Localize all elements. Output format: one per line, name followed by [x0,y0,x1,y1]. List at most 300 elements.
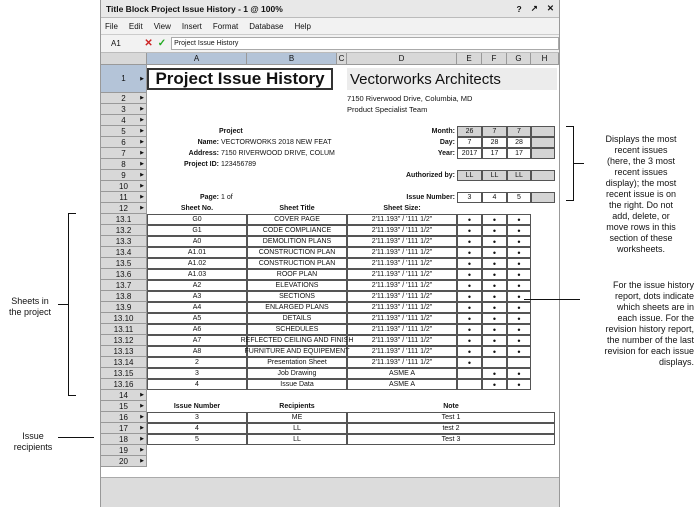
issue-dot: • [457,291,482,302]
issue-dot: • [457,302,482,313]
project-address-label: Address: [188,150,219,157]
note-header: Note [443,403,459,410]
bracket-sheets-tick [58,304,68,305]
annotation-line: report, dots indicate [614,291,694,301]
sheet-number: 2 [147,357,247,368]
annotation-line: move rows in this [606,222,676,232]
row-label: 13.6 [115,269,132,279]
row-expand-icon[interactable]: ▶ [140,392,144,398]
help-icon[interactable]: ? [516,3,522,14]
pin-icon[interactable]: ↗ [530,3,538,13]
issue-dot: • [507,346,531,357]
issue-year-value: 2017 [457,148,482,159]
row-label: 1 [121,74,126,83]
issue-dot: • [457,335,482,346]
row-expand-icon[interactable]: ▶ [140,106,144,112]
row-header[interactable] [101,456,147,467]
issue-dot: • [507,335,531,346]
row-label: 13.10 [113,313,134,323]
sheet-number: A4 [147,302,247,313]
row-header[interactable] [101,280,147,291]
row-expand-icon[interactable]: ▶ [140,183,144,189]
row-header[interactable] [101,65,147,93]
issue-dot: • [507,324,531,335]
row-label: 13.7 [115,280,132,290]
row-header[interactable] [101,368,147,379]
sheet-size: 2'11.193" / '111 1/2" [347,280,457,291]
issue-day-value: 28 [482,137,507,148]
issue-dot: • [457,247,482,258]
sheet-number: 3 [147,368,247,379]
row-label: 13.2 [115,225,132,235]
annotation-line: For the issue history [612,280,694,290]
issue-dot: • [482,214,507,225]
row-label: 17 [119,423,128,433]
row-label: 8 [121,159,126,169]
project-id-label: Project ID: [183,161,219,168]
sheet-name: ELEVATIONS [247,280,347,291]
row-header[interactable] [101,181,147,192]
row-header[interactable] [101,247,147,258]
sheet-size-header: Sheet Size: [383,205,421,212]
row-header[interactable] [101,148,147,159]
row-expand-icon[interactable]: ▶ [140,425,144,431]
row-header[interactable] [101,390,147,401]
sheet-number: G0 [147,214,247,225]
project-address: 7150 RIVERWOOD DRIVE, COLUM [221,150,335,157]
annotation-line: revision history report, [605,324,694,334]
row-header[interactable] [101,170,147,181]
sheet-number: A6 [147,324,247,335]
issue-dot: • [482,291,507,302]
issue-dot: • [507,302,531,313]
issue-dot: • [482,368,507,379]
issue-dot: • [457,324,482,335]
annotation-recipients [8,431,58,453]
sheet-size: 2'11.193" / '111 1/2" [347,357,457,368]
row-header[interactable] [101,137,147,148]
issue-dot: • [507,368,531,379]
sheet-name: COVER PAGE [247,214,347,225]
row-expand-icon[interactable]: ▶ [140,139,144,145]
row-label: 13.12 [113,335,134,345]
row-label: 13.15 [113,368,134,378]
sheet-name: Issue Data [247,379,347,390]
issue-year-value: 17 [482,148,507,159]
formula-bar [101,35,559,53]
sheet-name: ENLARGED PLANS [247,302,347,313]
annotation-dots [584,280,694,368]
issue-dot [457,368,482,379]
annotation-line: the right. Do not [608,200,674,210]
sheet-number: A8 [147,346,247,357]
sheet-number: A1.02 [147,258,247,269]
bracket-sheets [68,213,76,396]
row-header[interactable] [101,269,147,280]
recipient-note: Test 3 [347,434,555,445]
row-label: 11 [119,192,128,202]
issue-dot: • [482,280,507,291]
row-expand-icon[interactable]: ▶ [140,117,144,123]
sheet-title: Project Issue History [147,68,333,90]
issue-dot: • [482,302,507,313]
column-header-a[interactable]: A [147,53,247,65]
sheet-name: SECTIONS [247,291,347,302]
recipient-issue-number: 5 [147,434,247,445]
row-label: 13.3 [115,236,132,246]
row-header[interactable] [101,258,147,269]
row-label: 16 [119,412,128,422]
issue-dot: • [482,346,507,357]
annotation-line: the number of the last [606,335,694,345]
row-expand-icon[interactable]: ▶ [140,172,144,178]
issue-dot: • [507,280,531,291]
recipient-issue-header: Issue Number [173,403,221,410]
row-header[interactable] [101,445,147,456]
row-expand-icon[interactable]: ▶ [140,403,144,409]
cancel-edit-icon[interactable]: ✕ [144,38,153,49]
row-header[interactable] [101,291,147,302]
issue-dot: • [507,269,531,280]
row-label: 13.14 [113,357,134,367]
column-header-e[interactable]: E [457,53,482,65]
grid-corner [101,53,147,65]
annotation-line: recent issues [614,145,668,155]
sheet-size: 2'11.193" / '111 1/2" [347,346,457,357]
project-id: 123456789 [221,161,257,168]
row-label: 13.13 [113,346,134,356]
status-area [101,477,559,507]
annotation-line: recent issue is on [605,189,677,199]
recipients-pointer-line [58,437,94,438]
column-header-b[interactable]: B [247,53,337,65]
dot-pointer-line [524,299,580,300]
issue-dot: • [507,214,531,225]
issue-month-value: 7 [482,126,507,137]
sheet-name: SCHEDULES [247,324,347,335]
annotation-line: add, delete, or [612,211,670,221]
issue-dot: • [482,236,507,247]
row-label: 18 [119,434,128,444]
formula-input[interactable]: Project Issue History [171,37,559,50]
column-header-c[interactable]: C [337,53,347,65]
sheet-number: A5 [147,313,247,324]
row-expand-icon[interactable]: ▶ [140,75,144,82]
menu-format[interactable]: Format [212,21,239,31]
row-expand-icon[interactable]: ▶ [140,128,144,134]
annotation-line: revision for each issue [604,346,694,356]
title-bar [101,0,559,18]
sheet-name: REFLECTED CEILING AND FINISH [240,337,354,344]
row-label: 6 [121,137,126,147]
row-label: 13.4 [115,247,132,257]
sheet-size: 2'11.193" / '111 1/2" [347,324,457,335]
annotation-line: recipients [13,442,53,452]
column-header-g[interactable]: G [507,53,531,65]
menu-help[interactable]: Help [294,21,311,31]
recipient-issue-number: 3 [147,412,247,423]
project-name-label: Name: [197,139,219,146]
annotation-line: the project [8,307,52,317]
page-label: Page: [199,194,219,201]
row-label: 7 [121,148,126,158]
issue-dot: • [507,236,531,247]
annotation-line: Displays the most [605,134,677,144]
issue-month-value: 7 [507,126,531,137]
sheet-size: ASME A [347,379,457,390]
row-label: 19 [119,445,128,455]
close-icon[interactable]: ✕ [546,3,554,13]
sheet-number: G1 [147,225,247,236]
annotation-line: each issue. For the [617,313,694,323]
row-expand-icon[interactable]: ▶ [140,436,144,442]
issue-year-value: 17 [507,148,531,159]
sheet-name: ROOF PLAN [247,269,347,280]
issue-dot: • [482,225,507,236]
column-header-d[interactable]: D [347,53,457,65]
window-title: Title Block Project Issue History - 1 @ 100% [106,3,283,14]
row-header[interactable] [101,203,147,214]
row-label: 13.5 [115,258,132,268]
menu-database[interactable]: Database [249,21,284,31]
annotation-line: Issue [22,431,44,441]
sheet-number: A1.01 [147,247,247,258]
row-header[interactable] [101,302,147,313]
annotation-line: Sheets in [11,296,49,306]
row-header[interactable] [101,225,147,236]
recipients-header: Recipients [279,403,315,410]
issue-year-extra [531,148,555,159]
firm-address: 7150 Riverwood Drive, Columbia, MD [347,94,473,103]
issue-dot [482,357,507,368]
row-header[interactable] [101,192,147,203]
menu-view[interactable]: View [153,21,171,31]
sheet-size: 2'11.193" / '111 1/2" [347,225,457,236]
annotation-line: which sheets are in [616,302,694,312]
annotation-line: recent issues [614,167,668,177]
issue-dot [457,379,482,390]
sheet-name: DEMOLITION PLANS [247,236,347,247]
issue-dot: • [457,225,482,236]
row-label: 13.16 [113,379,134,389]
recipient-name: ME [247,412,347,423]
row-label: 9 [121,170,126,180]
sheet-size: 2'11.193" / '111 1/2" [347,335,457,346]
issue-year-label: Year: [437,150,455,157]
sheet-size: 2'11.193" / '111 1/2" [347,313,457,324]
issue-dot: • [457,258,482,269]
issue-dot: • [457,313,482,324]
row-expand-icon[interactable]: ▶ [140,414,144,420]
row-expand-icon[interactable]: ▶ [140,194,144,200]
annotation-line: display); the most [605,178,677,188]
row-label: 5 [121,126,126,136]
bracket-recent-issues [566,126,574,201]
row-label: 13.9 [115,302,132,312]
issue-day-label: Day: [439,139,455,146]
row-expand-icon[interactable]: ▶ [140,205,144,211]
column-header-h[interactable]: H [531,53,559,65]
issue-dot: • [457,236,482,247]
sheet-size: 2'11.193" / '111 1/2" [347,214,457,225]
issue-dot: • [507,313,531,324]
row-header[interactable] [101,313,147,324]
sheet-no-header: Sheet No. [180,205,214,212]
issue-issue-number-value: 3 [457,192,482,203]
row-header[interactable] [101,357,147,368]
annotation-sheets [2,296,58,318]
row-header[interactable] [101,236,147,247]
project-name: VECTORWORKS 2018 NEW FEAT [221,139,332,146]
issue-dot: • [457,346,482,357]
issue-day-value: 28 [507,137,531,148]
issue-day-value: 7 [457,137,482,148]
row-header[interactable] [101,401,147,412]
row-expand-icon[interactable]: ▶ [140,161,144,167]
issue-dot: • [507,225,531,236]
issue-authorized-value: LL [457,170,482,181]
menu-insert[interactable]: Insert [181,21,202,31]
sheet-title-header: Sheet Title [279,205,315,212]
recipient-note: test 2 [347,423,555,434]
issue-issue-number-value: 5 [507,192,531,203]
sheet-number: A1.03 [147,269,247,280]
issue-authorized-label: Authorized by: [406,172,455,179]
row-label: 20 [119,456,128,466]
issue-dot: • [457,357,482,368]
sheet-number: A2 [147,280,247,291]
issue-month-value: 26 [457,126,482,137]
row-expand-icon[interactable]: ▶ [140,95,144,101]
sheet-name: Presentation Sheet [247,357,347,368]
issue-month-label: Month: [431,128,455,135]
row-label: 10 [119,181,128,191]
row-expand-icon[interactable]: ▶ [140,447,144,453]
row-header[interactable] [101,115,147,126]
row-header[interactable] [101,434,147,445]
sheet-name: FURNITURE AND EQUIPEMENT [244,348,350,355]
sheet-number: A0 [147,236,247,247]
recipient-issue-number: 4 [147,423,247,434]
issue-authorized-value: LL [507,170,531,181]
sheet-size: ASME A [347,368,457,379]
sheet-name: DETAILS [247,313,347,324]
row-header[interactable] [101,423,147,434]
recipient-name: LL [247,423,347,434]
issue-dot: • [507,379,531,390]
issue-issue-number-value: 4 [482,192,507,203]
sheet-name: CONSTRUCTION PLAN [247,247,347,258]
issue-dot: • [507,247,531,258]
row-label: 3 [121,104,126,114]
sheet-number: A7 [147,335,247,346]
row-label: 15 [119,401,128,411]
issue-dot: • [457,214,482,225]
bracket-recent-tick [574,163,584,164]
firm-name: Vectorworks Architects [347,68,557,90]
issue-authorized-value: LL [482,170,507,181]
project-heading: Project [219,128,243,135]
issue-dot: • [482,247,507,258]
sheet-number: A3 [147,291,247,302]
issue-dot: • [457,269,482,280]
row-header[interactable] [101,214,147,225]
row-expand-icon[interactable]: ▶ [140,150,144,156]
sheet-size: 2'11.193" / '111 1/2" [347,269,457,280]
sheet-size: 2'11.193" / '111 1/2" [347,302,457,313]
issue-month-extra [531,126,555,137]
issue-dot: • [482,379,507,390]
annotation-line: section of these [609,233,673,243]
issue-authorized-extra [531,170,555,181]
worksheet-grid[interactable] [101,53,559,507]
issue-day-extra [531,137,555,148]
recipient-note: Test 1 [347,412,555,423]
spreadsheet-window [100,0,560,507]
issue-dot: • [482,258,507,269]
row-header[interactable] [101,104,147,115]
issue-issue-number-extra [531,192,555,203]
cell-reference[interactable]: A1 [111,39,121,48]
annotation-line: (here, the 3 most [606,156,676,166]
issue-dot: • [482,269,507,280]
sheet-size: 2'11.193" / '111 1/2" [347,247,457,258]
row-header[interactable] [101,324,147,335]
sheet-size: 2'11.193" / '111 1/2" [347,291,457,302]
row-label: 13.8 [115,291,132,301]
row-header[interactable] [101,159,147,170]
issue-issue-number-label: Issue Number: [406,194,455,201]
issue-dot: • [482,313,507,324]
recipient-name: LL [247,434,347,445]
issue-dot: • [482,324,507,335]
row-label: 13.11 [113,324,134,334]
column-header-f[interactable]: F [482,53,507,65]
sheet-name: Job Drawing [247,368,347,379]
row-header[interactable] [101,93,147,104]
issue-dot: • [507,291,531,302]
issue-dot [507,357,531,368]
row-header[interactable] [101,346,147,357]
row-header[interactable] [101,335,147,346]
row-header[interactable] [101,412,147,423]
row-label: 2 [121,93,126,103]
row-expand-icon[interactable]: ▶ [140,458,144,464]
row-header[interactable] [101,126,147,137]
row-label: 14 [119,390,128,400]
accept-edit-icon[interactable]: ✓ [157,38,167,49]
menu-bar [101,18,559,35]
annotation-line: worksheets. [616,244,666,254]
sheet-number: 4 [147,379,247,390]
row-label: 4 [121,115,126,125]
menu-file[interactable]: File [105,21,118,31]
sheet-size: 2'11.193" / '111 1/2" [347,258,457,269]
row-label: 12 [119,203,128,213]
issue-dot: • [457,280,482,291]
sheet-size: 2'11.193" / '111 1/2" [347,236,457,247]
row-header[interactable] [101,379,147,390]
row-label: 13.1 [115,214,132,224]
sheet-name: CODE COMPLIANCE [247,225,347,236]
annotation-recent-issues [588,134,694,255]
sheet-name: CONSTRUCTION PLAN [247,258,347,269]
issue-dot: • [507,258,531,269]
menu-edit[interactable]: Edit [128,21,143,31]
annotation-line: displays. [658,357,694,367]
issue-dot: • [482,335,507,346]
firm-team: Product Specialist Team [347,105,428,114]
